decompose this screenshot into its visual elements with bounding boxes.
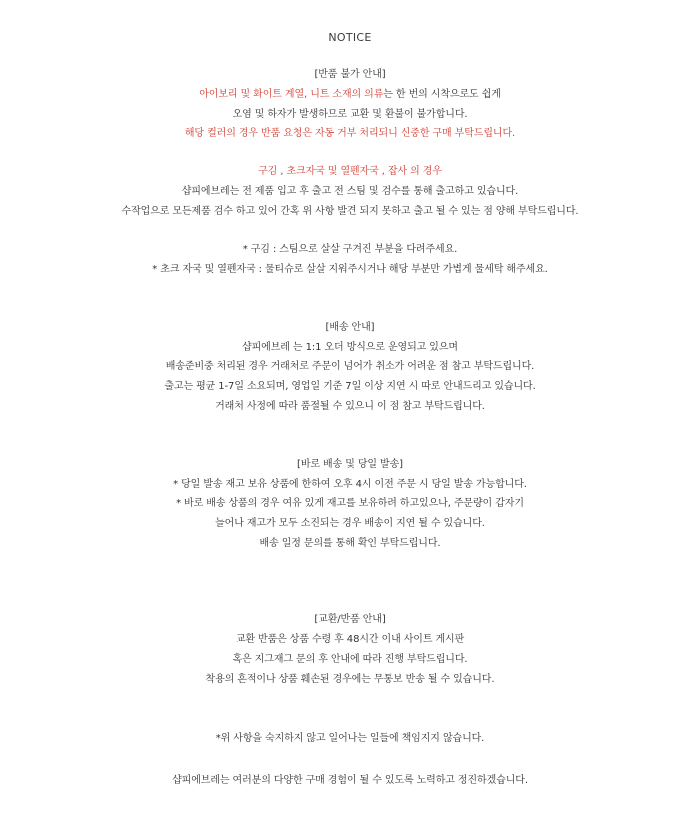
exchange-heading: [교환/반품 안내] bbox=[314, 614, 386, 625]
exchange-line-2: 혹은 지그재그 문의 후 안내에 따라 진행 부탁드립니다. bbox=[232, 654, 468, 665]
same-day-heading: [바로 배송 및 당일 발송] bbox=[297, 459, 403, 470]
exchange-line-1: 교환 반품은 상품 수령 후 48시간 이내 사이트 게시판 bbox=[235, 634, 465, 645]
no-return-highlight: 아이보리 및 화이트 계열, 니트 소재의 의류 bbox=[199, 89, 384, 100]
shipping-line-1: 샵피에브레 는 1:1 오더 방식으로 운영되고 있으며 bbox=[242, 342, 458, 353]
wrinkles-heading: 구김 , 초크자국 및 열펜자국 , 잡사 의 경우 bbox=[258, 166, 442, 177]
shipping-line-2: 배송준비중 처리된 경우 거래처로 주문이 넘어가 취소가 어려운 점 참고 부탁드립니다. bbox=[165, 361, 535, 372]
shipping-line-3: 출고는 평균 1-7일 소요되며, 영업일 기준 7일 이상 지연 시 따로 안내드리고 있습니다. bbox=[164, 381, 536, 392]
no-return-heading: [반품 불가 안내] bbox=[314, 69, 386, 80]
closing-line: 샵피에브레는 여러분의 다양한 구매 경험이 될 수 있도록 노력하고 정진하겠습니다. bbox=[172, 775, 528, 786]
no-return-line-1-rest: 는 한 번의 시착으로도 쉽게 bbox=[383, 89, 501, 100]
no-return-line-3: 해당 컬러의 경우 반품 요청은 자동 거부 처리되니 신중한 구매 부탁드립니다. bbox=[184, 128, 516, 139]
wrinkles-line-1: 샵피에브레는 전 제품 입고 후 출고 전 스팀 및 검수를 통해 출고하고 있습니다. bbox=[181, 186, 519, 197]
no-return-line-1 bbox=[0, 88, 700, 102]
shipping-heading: [배송 안내] bbox=[325, 322, 375, 333]
same-day-line-2: * 바로 배송 상품의 경우 여유 있게 재고를 보유하려 하고있으나, 주문량이 갑자기 bbox=[176, 498, 524, 509]
no-return-line-2: 오염 및 하자가 발생하므로 교환 및 환불이 불가합니다. bbox=[232, 109, 468, 120]
disclaimer-line: *위 사항을 숙지하지 않고 일어나는 일들에 책임지지 않습니다. bbox=[215, 733, 485, 744]
same-day-line-4: 배송 일정 문의를 통해 확인 부탁드립니다. bbox=[259, 538, 441, 549]
exchange-line-3: 착용의 흔적이나 상품 훼손된 경우에는 무통보 반송 될 수 있습니다. bbox=[205, 674, 495, 685]
wrinkles-line-2: 수작업으로 모든제품 검수 하고 있어 간혹 위 사항 발견 되지 못하고 출고 될 수 있는 점 양해 부탁드립니다. bbox=[121, 206, 579, 217]
page-title: NOTICE bbox=[328, 31, 372, 44]
wrinkles-note-1: * 구김 : 스팀으로 살살 구겨진 부분을 다려주세요. bbox=[242, 244, 458, 255]
same-day-line-1: * 당일 발송 재고 보유 상품에 한하여 오후 4시 이전 주문 시 당일 발송 가능합니다. bbox=[173, 479, 527, 490]
wrinkles-note-2: * 초크 자국 및 열펜자국 : 물티슈로 살살 지워주시거나 해당 부분만 가볍게 물세탁 해주세요. bbox=[152, 264, 548, 275]
same-day-line-3: 늘어나 재고가 모두 소진되는 경우 배송이 지연 될 수 있습니다. bbox=[215, 518, 485, 529]
shipping-line-4: 거래처 사정에 따라 품절될 수 있으니 이 점 참고 부탁드립니다. bbox=[215, 401, 485, 412]
